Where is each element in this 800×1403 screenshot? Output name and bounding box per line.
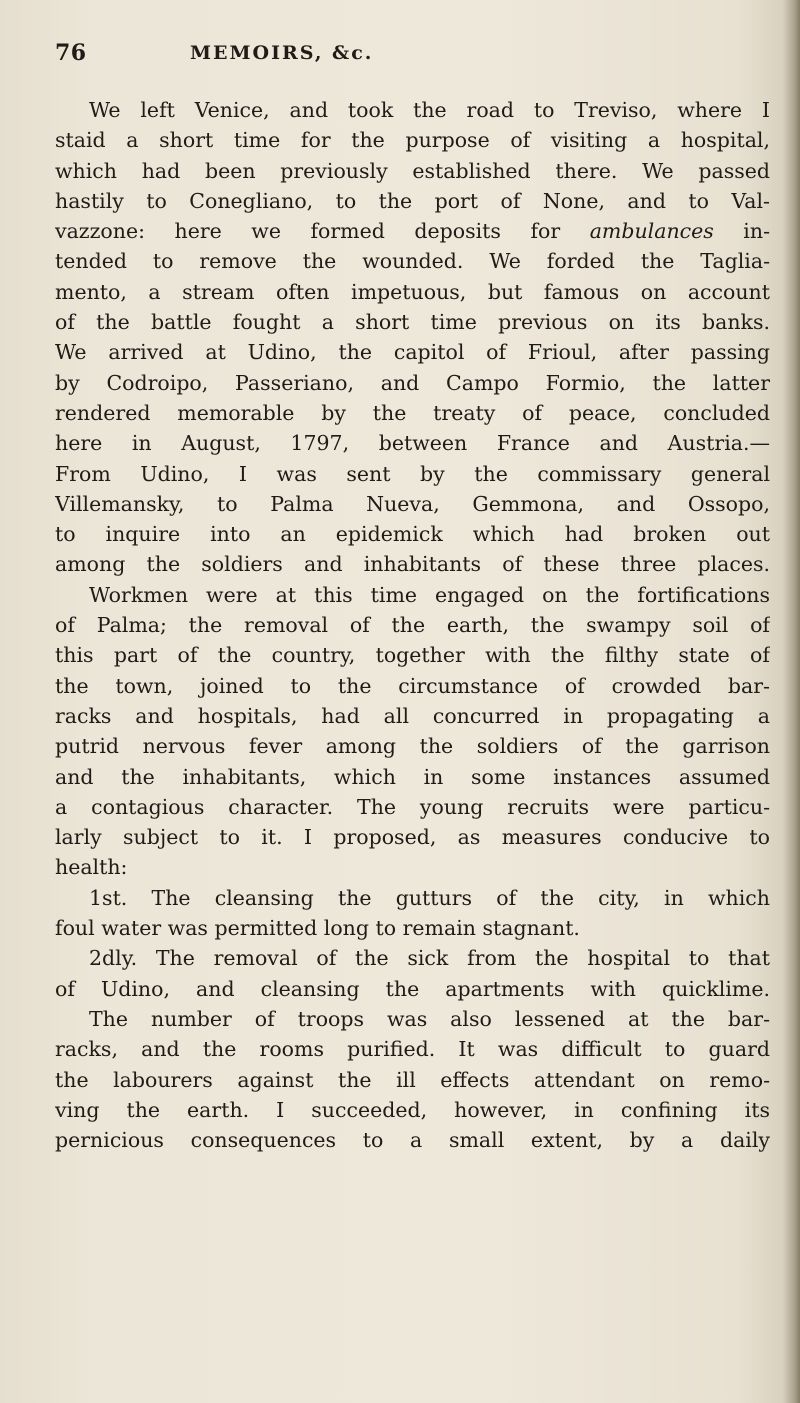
text-line: the labourers against the ill effects attendant on remo- [55,1067,770,1092]
text-line: rendered memorable by the treaty of peace, concluded [55,400,770,425]
text-line: Workmen were at this time engaged on the fortifications [89,582,770,607]
text-line: among the soldiers and inhabitants of these three places. [55,552,770,577]
text-line: this part of the country, together with the filthy state of [55,643,770,668]
text-line: hastily to Conegliano, to the port of None, and to Val- [55,188,770,213]
text-line: which had been previously established there. We passed [55,158,770,183]
text-line: ving the earth. I succeeded, however, in confining its [55,1097,770,1122]
text-line: of Udino, and cleansing the apartments with quicklime. [55,976,770,1001]
text-line: Villemansky, to Palma Nueva, Gemmona, and Ossopo, [55,491,770,516]
text-line: The number of troops was also lessened at the bar- [89,1006,770,1031]
text-line: of the battle fought a short time previous on its banks. [55,310,770,335]
text-line: health: [55,855,128,880]
text-line: racks and hospitals, had all concurred in propagating a [55,703,770,728]
body-text [55,95,770,1155]
running-head: MEMOIRS, &c. [190,42,374,64]
text-line: mento, a stream often impetuous, but famous on account [55,279,770,304]
text-line: 1st. The cleansing the gutturs of the city, in which [89,885,770,910]
italic-word: ambulances [589,219,714,244]
text-line: larly subject to it. I proposed, as measures conducive to [55,825,770,850]
text-line: the town, joined to the circumstance of crowded bar- [55,673,770,698]
text-line: We left Venice, and took the road to Treviso, where I [89,98,770,122]
text-line: vazzone: here we formed deposits for ambulances in- [55,219,770,244]
text-line: of Palma; the removal of the earth, the swampy soil of [55,613,770,638]
text-line: We arrived at Udino, the capitol of Frioul, after passing [55,340,770,365]
text-line: putrid nervous fever among the soldiers of the garrison [55,734,770,759]
text-line: racks, and the rooms purified. It was difficult to guard [55,1037,770,1062]
text-line: here in August, 1797, between France and Austria.— [55,431,770,456]
text-line: staid a short time for the purpose of visiting a hospital, [55,128,770,153]
page-edge-shadow [782,0,800,1403]
text-line: From Udino, I was sent by the commissary general [55,461,770,486]
text-line: tended to remove the wounded. We forded the Taglia- [55,249,770,274]
text-line: a contagious character. The young recruits were particu- [55,794,770,819]
text-line: 2dly. The removal of the sick from the hospital to that [89,946,770,971]
page-header [55,40,755,80]
page-number: 76 [55,40,87,66]
text-line: by Codroipo, Passeriano, and Campo Formio, the latter [55,370,770,395]
text-line: foul water was permitted long to remain stagnant. [55,916,580,941]
text-line: to inquire into an epidemick which had broken out [55,522,770,547]
text-line: and the inhabitants, which in some instances assumed [55,764,770,789]
text-line: pernicious consequences to a small extent, by a daily [55,1128,770,1153]
